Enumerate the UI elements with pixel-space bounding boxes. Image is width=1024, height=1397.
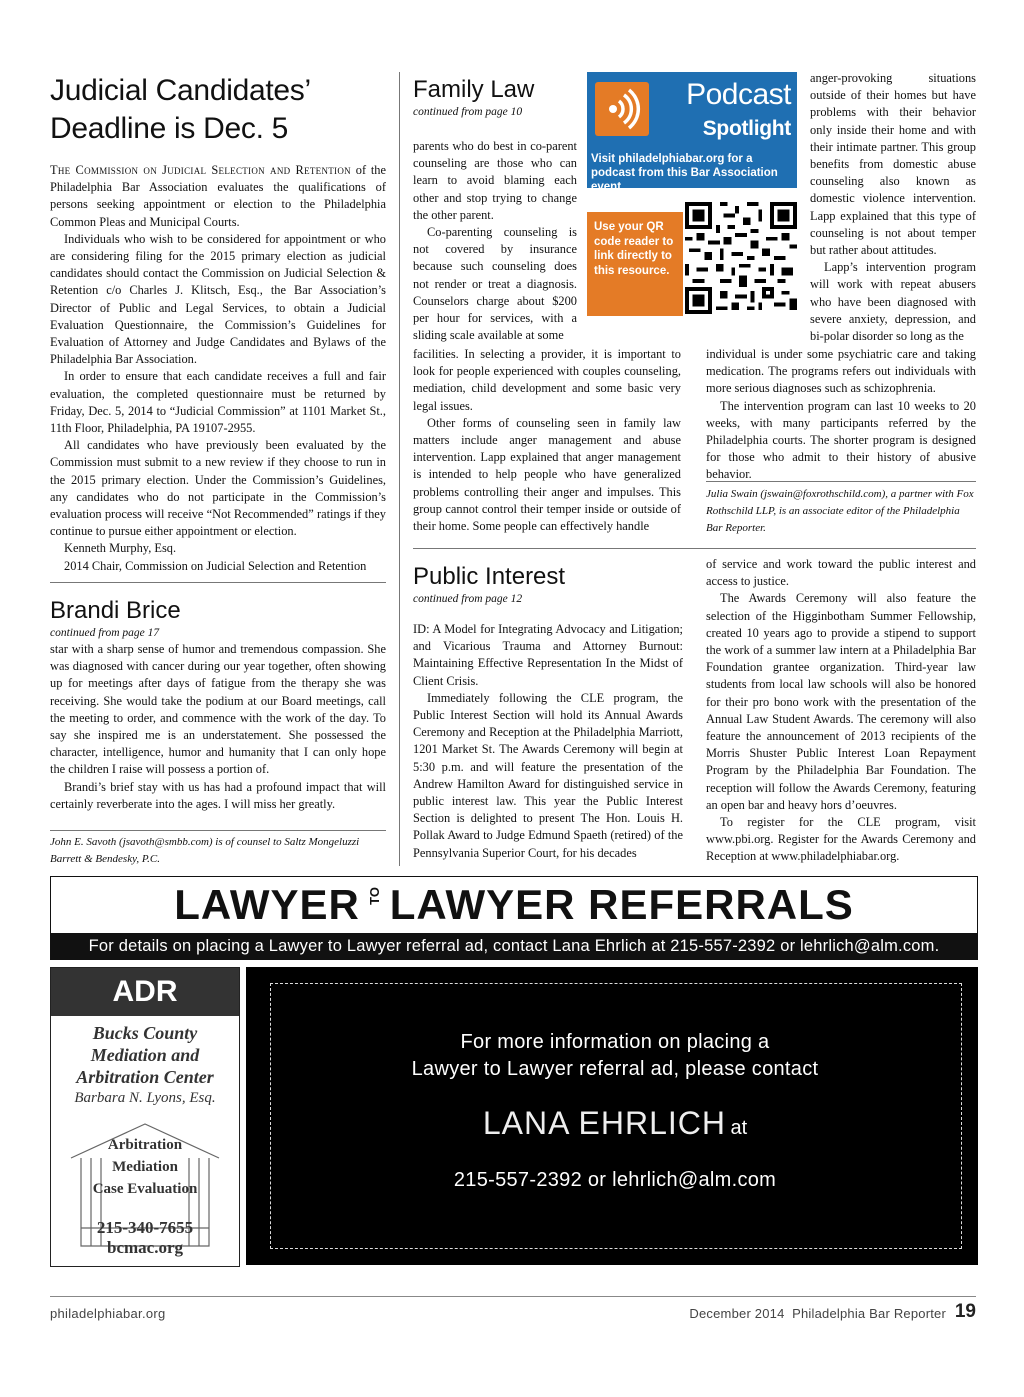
divider xyxy=(50,582,386,583)
banner-to: TO xyxy=(367,887,383,905)
qr-code-icon[interactable] xyxy=(685,200,797,316)
adr-contact xyxy=(51,1218,239,1258)
contact-details[interactable]: 215-557-2392 or lehrlich@alm.com xyxy=(453,1169,777,1191)
paragraph: The intervention program can last 10 weeks to 20 weeks, with many participants referred by the Philadelphia courts. The shorter program is designed for those who admit to their history of abusive behavior. xyxy=(706,398,976,482)
judicial-headline xyxy=(50,72,386,148)
adr-line: Bucks County xyxy=(92,1023,198,1043)
divider xyxy=(413,548,976,549)
brandi-byline: John E. Savoth (jsavoth@smbb.com) is of counsel to Saltz Mongeluzzi Barrett & Bendesky, P.C. xyxy=(50,836,360,865)
referral-info-ad xyxy=(246,967,978,1265)
info-line: Lawyer to Lawyer referral ad, please contact xyxy=(411,1058,819,1080)
family-col2-narrow xyxy=(810,70,976,345)
contact-at: at xyxy=(730,1117,748,1139)
paragraph: parents who do best in co-parent counseling are those who can learn to avoid blaming each other and stop trying to change the other parent. xyxy=(413,139,577,222)
judicial-body xyxy=(50,162,386,575)
column-rule xyxy=(399,72,400,866)
referral-contact-bar: For details on placing a Lawyer to Lawyer referral ad, contact Lana Ehrlich at 215-557-2392 or lehrlich@alm.com. xyxy=(50,933,978,960)
family-law-headline: Family Law xyxy=(413,76,535,103)
adr-service: Mediation xyxy=(112,1159,178,1175)
adr-service: Arbitration xyxy=(107,1137,183,1153)
info-text xyxy=(246,1029,984,1083)
family-col1-narrow xyxy=(413,138,577,344)
headline-line-2: Deadline is Dec. 5 xyxy=(50,112,289,145)
paragraph: ID: A Model for Integrating Advocacy and Litigation; and Vicarious Trauma and Attorney Burnout: Maintaining Effective Representation In the Midst of Client Crisis. xyxy=(413,622,683,688)
judicial-article xyxy=(50,72,386,575)
podcast-title: Podcast xyxy=(686,78,791,111)
paragraph: To register for the CLE program, visit www.pbi.org. Register for the Awards Ceremony and Reception at www.philadelphiabar.org. xyxy=(706,815,976,864)
adr-line: Arbitration Center xyxy=(76,1067,214,1087)
public-interest-col2 xyxy=(706,556,976,866)
paragraph: facilities. In selecting a provider, it is important to look for people experienced with couples counseling, mediation, child development and some basic very legal issues. xyxy=(413,347,681,413)
lead-caps: The Commission on Judicial Selection and Retention xyxy=(50,163,351,177)
paragraph: All candidates who have previously been evaluated by the Commission must submit to a new review if they choose to run in the 2015 primary election. Under the Commission’s Guidelines, any candidates who do not participate in the Commission’s evaluation process will receive “Not Recommended” ratings if they continue to pursue either appointment or election. xyxy=(50,438,386,539)
adr-website: bcmac.org xyxy=(106,1238,183,1257)
public-interest-headline: Public Interest xyxy=(413,563,566,590)
continued-note: continued from page 12 xyxy=(413,593,523,605)
paragraph: star with a sharp sense of humor and tremendous compassion. She was diagnosed with cancer during our year together, often showing up for meetings after days of fatigue from the therapy she was receiving. She would take the podium at our Board meetings, call the meeting to order, and commence with the work of the day. To say she inspired me is an understatement. She possessed the character, intelligence, humor and humanity that I can only hope the children I raise will possess a portion of. xyxy=(50,642,386,777)
brandi-headline: Brandi Brice xyxy=(50,597,181,624)
podcast-spotlight-box[interactable] xyxy=(587,72,797,193)
contact-name: LANA EHRLICH xyxy=(482,1105,727,1141)
paragraph: In order to ensure that each candidate receives a full and fair evaluation, the completed questionnaire must be returned by Friday, Dec. 5, 2014 to “Judicial Commission” at 1101 Market St., 11th Floor, Philadelphia, PA 19107-2955. xyxy=(50,369,386,436)
footer-site[interactable]: philadelphiabar.org xyxy=(50,1306,166,1321)
family-col2-wide xyxy=(706,346,976,484)
paragraph: individual is under some psychiatric care and taking medication. The programs refers out individuals with more serious diagnoses such as schizophrenia. xyxy=(706,347,976,396)
brandi-body xyxy=(50,641,386,813)
paragraph: Other forms of counseling seen in family law matters include anger management and abuse intervention. Lapp explained that anger management is intended to help people who have generalized problems controlling their anger and impulses. This group cannot control their temper inside or outside of their home. Some people can effectively handle xyxy=(413,415,681,534)
byline-divider xyxy=(50,830,386,831)
adr-phone: 215-340-7655 xyxy=(96,1218,194,1237)
paragraph: Brandi’s brief stay with us has had a profound impact that will certainly reverberate into the ages. I will miss her greatly. xyxy=(50,779,386,811)
public-interest-article xyxy=(413,563,683,862)
family-law-header xyxy=(413,76,585,128)
banner-left-word: LAWYER xyxy=(174,881,360,928)
podcast-text: Visit philadelphiabar.org for a podcast from this Bar Association event. xyxy=(591,153,778,193)
adr-line: Mediation and xyxy=(90,1045,200,1065)
banner-right-words: LAWYER REFERRALS xyxy=(389,881,854,928)
footer-issue: December 2014 Philadelphia Bar Reporter xyxy=(689,1306,946,1321)
paragraph: Immediately following the CLE program, the Public Interest Section will hold its Annual Awards Ceremony and Reception at the Philadelphia Marriott, 1201 Market St. The Awards Ceremony will begin at 5:30 p.m. and will feature the presentation of the Andrew Hamilton Award for distinguished service in public interest law. This year the Public Interest Section is delighted to present The Hon. Louis H. Pollak Award to Judge Edmund Spaeth (retired) of the Pennsylvania Superior Court, for his decades xyxy=(413,690,683,860)
adr-service: Case Evaluation xyxy=(92,1181,198,1197)
podcast-subtitle: Spotlight xyxy=(702,117,791,140)
adr-title xyxy=(51,1022,239,1088)
qr-instructions: Use your QR code reader to link directly to this resource. xyxy=(594,221,674,277)
signature-name: Kenneth Murphy, Esq. xyxy=(64,541,177,556)
paragraph: Individuals who wish to be considered for appointment or who are considering filing for the 2015 primary election as judicial candidates should contact the Commission on Judicial Selection & Retention c/o Charles J. Klitsch, Esq., the Bar Association’s Director of Public and Legal Services, to obtain a Judicial Evaluation Questionnaire, the Commission’s Guidelines for Evaluation of Attorney and Judge Candidates and Bylaws of the Philadelphia Bar Association. xyxy=(50,231,386,367)
adr-ad[interactable] xyxy=(50,967,240,1267)
byline-divider xyxy=(706,481,976,482)
podcast-icon xyxy=(595,82,649,136)
headline-line-1: Judicial Candidates’ xyxy=(50,74,311,107)
public-interest-col1 xyxy=(413,621,683,862)
contact-name-row xyxy=(246,1103,984,1148)
lawyer-to-lawyer-banner xyxy=(50,876,978,934)
family-byline: Julia Swain (jswain@foxrothschild.com), a partner with Fox Rothschild LLP, is an associate editor of the Philadelphia Bar Reporter. xyxy=(706,488,974,534)
paragraph: Lapp’s intervention program will work with repeat abusers who have been diagnosed with severe anxiety, depression, and bi-polar disorder so long as the xyxy=(810,260,976,344)
page-number: 19 xyxy=(954,1301,976,1322)
continued-note: continued from page 17 xyxy=(50,627,160,639)
adr-header: ADR xyxy=(51,968,239,1016)
paragraph: anger-provoking situations outside of their homes but have problems with their behavior only inside their home and with their intimate partner. This group benefits from domestic abuse counseling also known as domestic violence intervention. Lapp explained that this type of counseling is not about temper but rather about attitudes. xyxy=(810,71,976,258)
info-line: For more information on placing a xyxy=(460,1031,770,1053)
footer-rule xyxy=(50,1296,976,1297)
paragraph: of the Philadelphia Bar Association evaluates the qualifications of persons seeking appointment or election to the Philadelphia Common Pleas and Municipal Courts. xyxy=(50,163,386,229)
paragraph: Co-parenting counseling is not covered by insurance because such counseling does not render or treat a diagnosis. Counselors charge about $200 per hour for services, with a sliding scale available at some xyxy=(413,225,577,343)
paragraph: The Awards Ceremony will also feature the selection of the Higginbotham Summer Fellowship, created 10 years ago to provide a stipend to support the work of a summer law intern at a Philadelphia Bar Foundation grantee organization. Third-year law students from local law schools will also be honored for their pro bono work with the presentation of the Annual Law Student Awards. The ceremony will also feature the announcement of 2013 recipients of the Morris Shuster Public Interest Loan Repayment Program by the Philadelphia Bar Foundation. The reception will follow the Awards Ceremony, featuring an open bar and heavy hors d’oeuvres. xyxy=(706,591,976,812)
adr-attorney: Barbara N. Lyons, Esq. xyxy=(74,1090,216,1106)
paragraph: of service and work toward the public interest and access to justice. xyxy=(706,557,976,589)
brandi-article xyxy=(50,597,386,813)
signature-title: 2014 Chair, Commission on Judicial Selection and Retention xyxy=(64,558,367,573)
qr-instructions-box xyxy=(587,212,683,316)
adr-services xyxy=(51,1134,239,1200)
family-col1-wide xyxy=(413,346,681,535)
continued-note: continued from page 10 xyxy=(413,106,523,118)
